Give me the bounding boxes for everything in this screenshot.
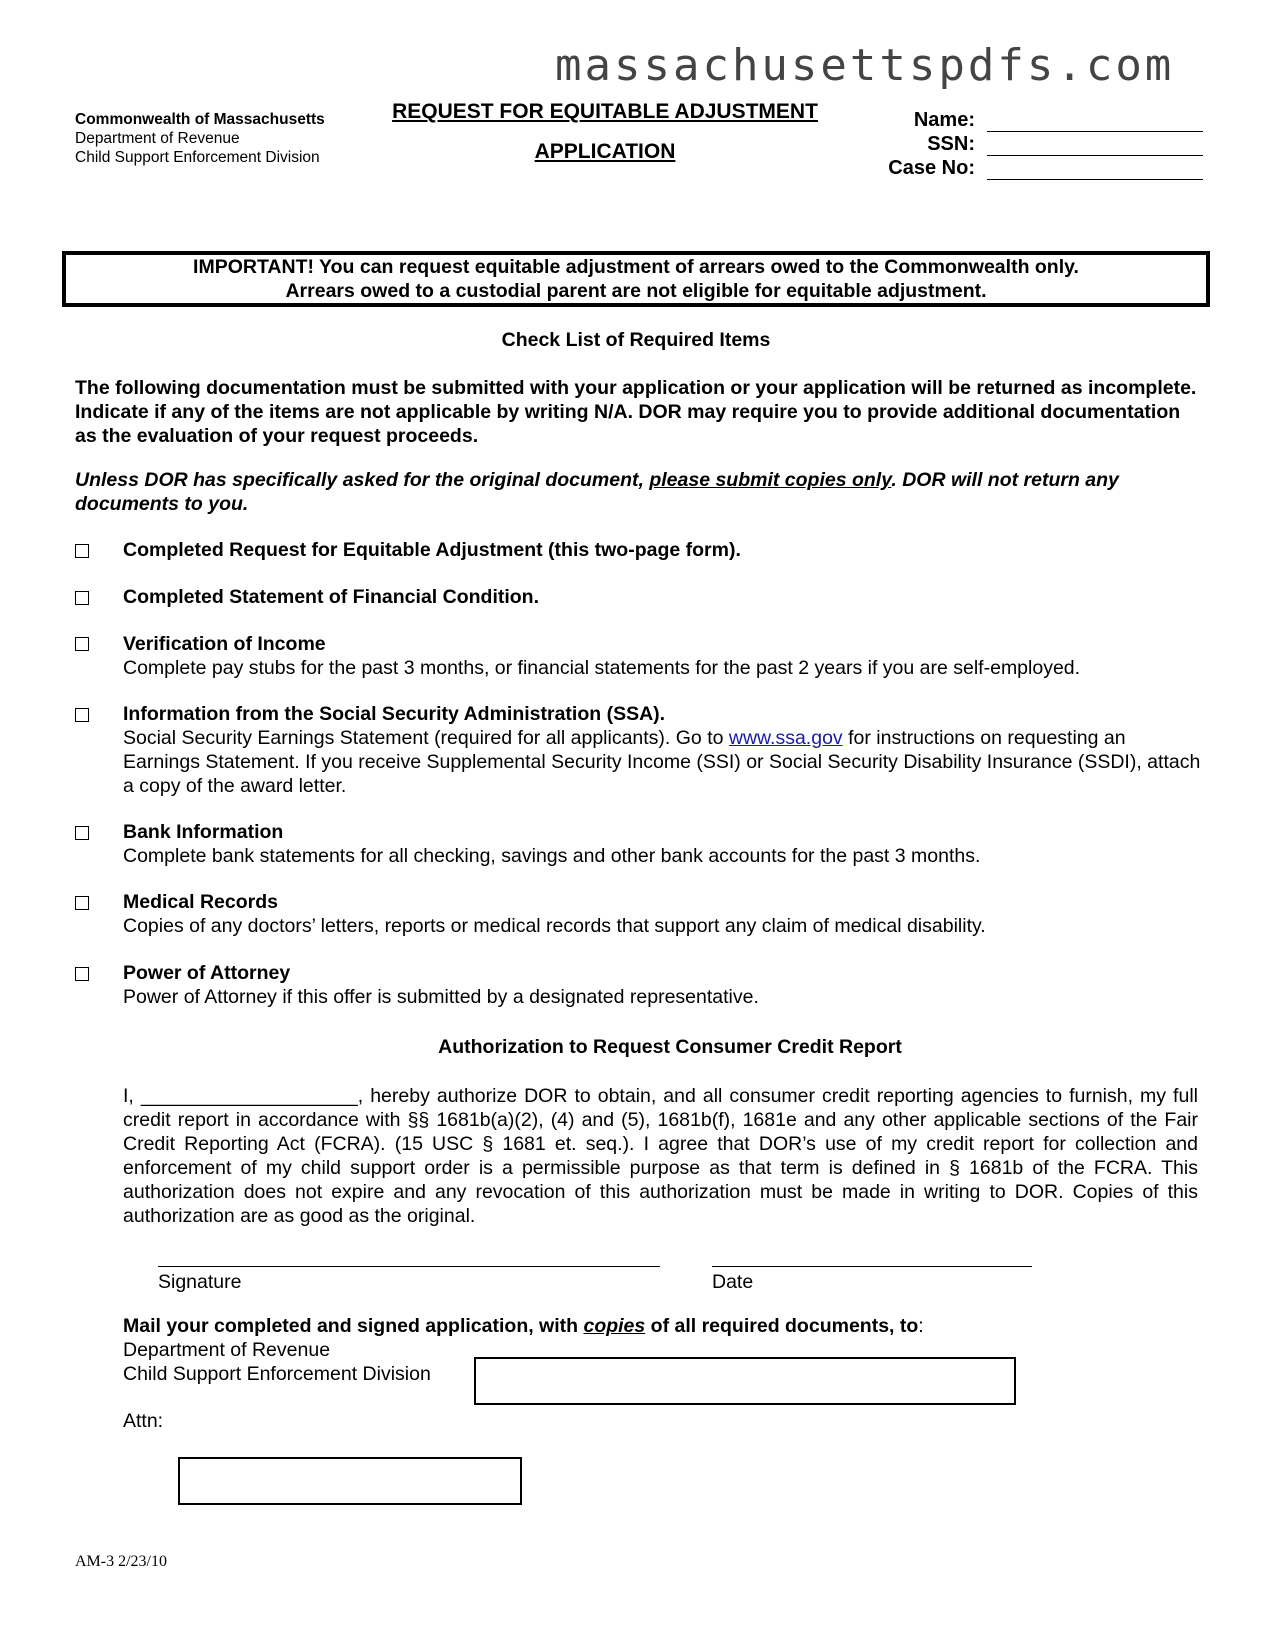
signature-line[interactable] bbox=[158, 1266, 660, 1267]
item-text: Power of Attorney if this offer is submitted by a designated representative. bbox=[123, 986, 759, 1008]
date-label: Date bbox=[712, 1271, 754, 1293]
item-text: Complete bank statements for all checking, savings and other bank accounts for the past 3 months. bbox=[123, 845, 981, 867]
item-heading: Information from the Social Security Administration (SSA). bbox=[123, 703, 666, 725]
item-text: Complete pay stubs for the past 3 months, or financial statements for the past 2 years if you are self-employed. bbox=[123, 657, 1081, 679]
mail-before: Mail your completed and signed application, with bbox=[123, 1315, 584, 1337]
header-fields bbox=[860, 108, 1203, 180]
ssn-line[interactable] bbox=[987, 141, 1203, 156]
name-field[interactable] bbox=[860, 108, 1203, 132]
ssa-text-before: Social Security Earnings Statement (required for all applicants). Go to bbox=[123, 727, 729, 749]
checkbox-medical[interactable] bbox=[75, 896, 89, 910]
checklist-item bbox=[123, 585, 1203, 609]
checkbox-request-form[interactable] bbox=[75, 544, 89, 558]
mail-heading bbox=[123, 1314, 1123, 1338]
ssa-link[interactable]: www.ssa.gov bbox=[728, 727, 843, 749]
form-title bbox=[370, 100, 840, 164]
mail-division: Child Support Enforcement Division bbox=[123, 1363, 431, 1385]
case-field[interactable] bbox=[860, 156, 1203, 180]
ssn-field[interactable] bbox=[860, 132, 1203, 156]
important-line1: IMPORTANT! You can request equitable adjustment of arrears owed to the Commonwealth only. bbox=[193, 256, 1079, 278]
item-heading: Verification of Income bbox=[123, 633, 326, 655]
intro-paragraph: The following documentation must be submitted with your application or your application will be returned as incomplete. Indicate if any of the items are not applicable by writing N/A. DOR may require you to provide additional documentation as the evaluation of your request proceeds. bbox=[75, 377, 1197, 447]
checklist-item bbox=[123, 632, 1203, 680]
copies-note-before: Unless DOR has specifically asked for the original document, bbox=[75, 469, 650, 491]
item-heading: Bank Information bbox=[123, 821, 284, 843]
auth-paragraph: I, ____________________, hereby authorize DOR to obtain, and all consumer credit reporting agencies to furnish, my full credit report in accordance with §§ 1681b(a)(2), (4) and (5), 1681b(f), 1681e and any other applicable sections of the Fair Credit Reporting Act (FCRA). (15 USC § 1681 et. seq.). I agree that DOR’s use of my credit report for collection and enforcement of my child support order is a permissible purpose as that term is defined in § 1681b of the FCRA. This authorization does not expire and any revocation of this authorization must be made in writing to DOR. Copies of this authorization are as good as the original. bbox=[123, 1085, 1198, 1227]
checkbox-financial-statement[interactable] bbox=[75, 591, 89, 605]
mail-colon: : bbox=[918, 1315, 924, 1337]
copies-note bbox=[75, 468, 1205, 516]
checkbox-ssa[interactable] bbox=[75, 708, 89, 722]
form-number: AM-3 2/23/10 bbox=[75, 1553, 167, 1570]
name-label: Name: bbox=[913, 109, 975, 131]
checklist-item bbox=[123, 702, 1203, 798]
checklist-item bbox=[123, 820, 1203, 868]
checkbox-poa[interactable] bbox=[75, 967, 89, 981]
case-line[interactable] bbox=[987, 165, 1203, 180]
attn-box[interactable] bbox=[178, 1457, 522, 1505]
attn-label: Attn: bbox=[123, 1410, 164, 1432]
agency-name: Commonwealth of Massachusetts bbox=[75, 111, 325, 128]
copies-note-after: . DOR will not return any documents to you. bbox=[75, 469, 1119, 515]
checklist-item bbox=[123, 961, 1203, 1009]
copies-note-underlined: please submit copies only bbox=[649, 469, 892, 491]
important-notice bbox=[62, 251, 1210, 307]
checklist-item bbox=[123, 538, 1203, 562]
ssn-label: SSN: bbox=[927, 133, 975, 155]
form-title-line2: APPLICATION bbox=[534, 140, 676, 163]
watermark-text: massachusettspdfs.com bbox=[555, 40, 1175, 91]
agency-block bbox=[75, 110, 325, 167]
address-box[interactable] bbox=[474, 1357, 1016, 1405]
item-text: Copies of any doctors’ letters, reports or medical records that support any claim of medical disability. bbox=[123, 915, 986, 937]
item-heading: Completed Statement of Financial Condition. bbox=[123, 586, 540, 608]
form-title-line1: REQUEST FOR EQUITABLE ADJUSTMENT bbox=[392, 100, 818, 123]
item-heading: Completed Request for Equitable Adjustment (this two-page form). bbox=[123, 539, 741, 561]
mail-after: of all required documents, to bbox=[645, 1315, 919, 1337]
date-line[interactable] bbox=[712, 1266, 1032, 1267]
ssa-text-after: for instructions on requesting an Earnings Statement. If you receive Supplemental Security Income (SSI) or Social Security Disability Insurance (SSDI), attach a copy of the award letter. bbox=[123, 727, 1201, 797]
mail-copies: copies bbox=[583, 1315, 646, 1337]
item-heading: Medical Records bbox=[123, 891, 278, 913]
item-text bbox=[123, 726, 1203, 798]
name-line[interactable] bbox=[987, 117, 1203, 132]
auth-heading: Authorization to Request Consumer Credit Report bbox=[438, 1036, 902, 1058]
signature-label: Signature bbox=[158, 1271, 242, 1293]
agency-department: Department of Revenue bbox=[75, 130, 240, 147]
agency-division: Child Support Enforcement Division bbox=[75, 149, 320, 166]
checklist-heading: Check List of Required Items bbox=[501, 329, 771, 351]
item-heading: Power of Attorney bbox=[123, 962, 291, 984]
mail-dept: Department of Revenue bbox=[123, 1339, 331, 1361]
case-label: Case No: bbox=[888, 157, 975, 179]
important-line2: Arrears owed to a custodial parent are not eligible for equitable adjustment. bbox=[285, 280, 987, 302]
checklist-item bbox=[123, 890, 1203, 938]
checkbox-bank[interactable] bbox=[75, 826, 89, 840]
checkbox-income[interactable] bbox=[75, 637, 89, 651]
